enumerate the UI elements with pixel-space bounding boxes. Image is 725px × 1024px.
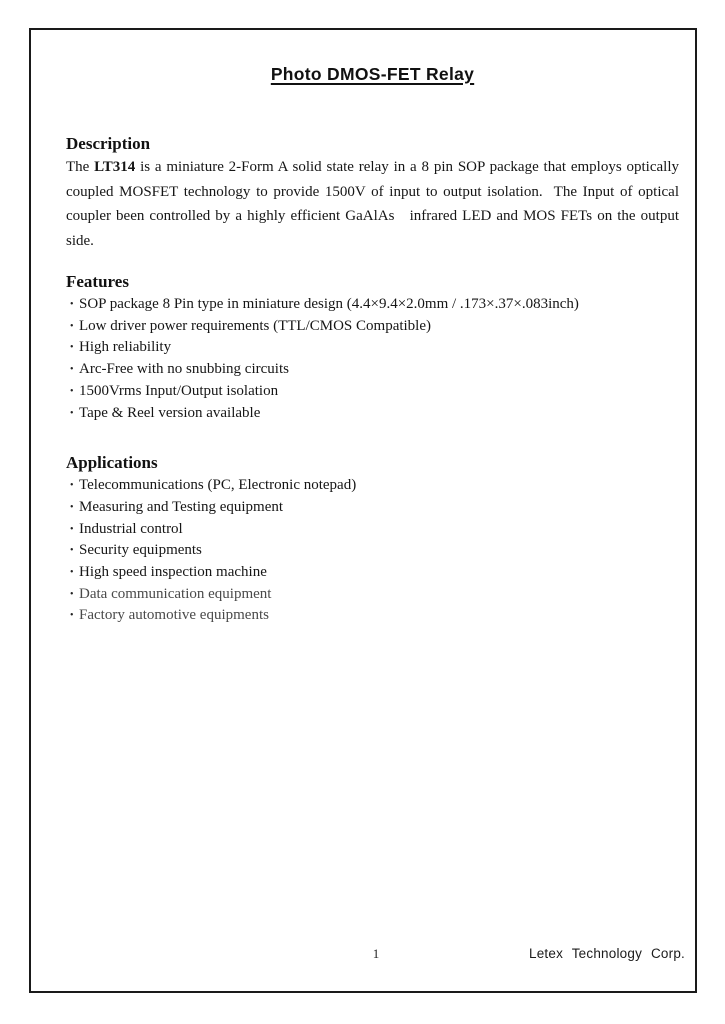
list-item: [70, 540, 679, 562]
description-heading: Description: [66, 134, 151, 153]
list-item: [70, 605, 679, 627]
paragraph-lead: The: [66, 159, 95, 175]
bullet-icon: •: [70, 567, 74, 579]
features-list: [66, 294, 679, 424]
bullet-icon: •: [70, 588, 74, 600]
list-item: [70, 519, 679, 541]
item-label: Telecommunications (PC, Electronic notepad): [79, 477, 357, 494]
item-label: 1500Vrms Input/Output isolation: [79, 382, 279, 399]
section-description: [66, 133, 679, 253]
item-label: High reliability: [79, 339, 172, 356]
page-number: 1: [372, 946, 380, 961]
section-applications: [66, 452, 679, 627]
page-footer: [66, 946, 685, 962]
bullet-icon: •: [70, 385, 74, 397]
item-label: SOP package 8 Pin type in miniature design (4.4×9.4×2.0mm / .173×.37×.083inch): [79, 296, 579, 312]
list-item: [70, 359, 679, 381]
bullet-icon: •: [70, 407, 74, 419]
list-item: [70, 403, 679, 425]
list-item: [70, 316, 679, 338]
list-item: [70, 497, 679, 519]
bullet-icon: •: [70, 320, 74, 332]
list-item: [70, 294, 679, 316]
description-paragraph: [66, 155, 679, 253]
page-content: [31, 30, 695, 991]
list-item: [70, 584, 679, 606]
item-label: Tape & Reel version available: [79, 404, 261, 421]
model-number: LT314: [94, 159, 136, 175]
paragraph-body: is a miniature 2-Form A solid state relay in a 8 pin SOP package that employs optically coupled MOSFET technology to provide 1500V of input to output isolation. The Input of optical coupler been controlled by a highly efficient GaAlAs infrared LED and MOS FETs on the output side.: [66, 159, 679, 249]
item-label: High speed inspection machine: [79, 564, 267, 581]
item-label: Security equipments: [79, 542, 202, 559]
bullet-icon: •: [70, 364, 74, 376]
bullet-icon: •: [70, 501, 74, 513]
bullet-icon: •: [70, 523, 74, 535]
company-name: Letex Technology Corp.: [529, 946, 685, 961]
bullet-icon: •: [70, 299, 74, 310]
list-item: [70, 562, 679, 584]
page-title: Photo DMOS-FET Relay: [270, 64, 475, 84]
bullet-icon: •: [70, 480, 74, 492]
bullet-icon: •: [70, 342, 74, 354]
applications-heading: Applications: [66, 453, 158, 473]
item-label: Arc-Free with no snubbing circuits: [79, 361, 289, 378]
list-item: [70, 475, 679, 497]
list-item: [70, 337, 679, 359]
section-features: [66, 271, 679, 424]
item-label: Measuring and Testing equipment: [79, 498, 284, 515]
applications-list: [66, 475, 679, 627]
item-label: Industrial control: [79, 520, 183, 537]
item-label: Data communication equipment: [79, 585, 272, 602]
bullet-icon: •: [70, 610, 74, 622]
features-heading: Features: [66, 272, 129, 291]
list-item: [70, 381, 679, 403]
bullet-icon: •: [70, 545, 74, 557]
item-label: Factory automotive equipments: [79, 607, 269, 624]
item-label: Low driver power requirements (TTL/CMOS Compatible): [79, 317, 432, 334]
page-border-frame: [29, 28, 697, 993]
